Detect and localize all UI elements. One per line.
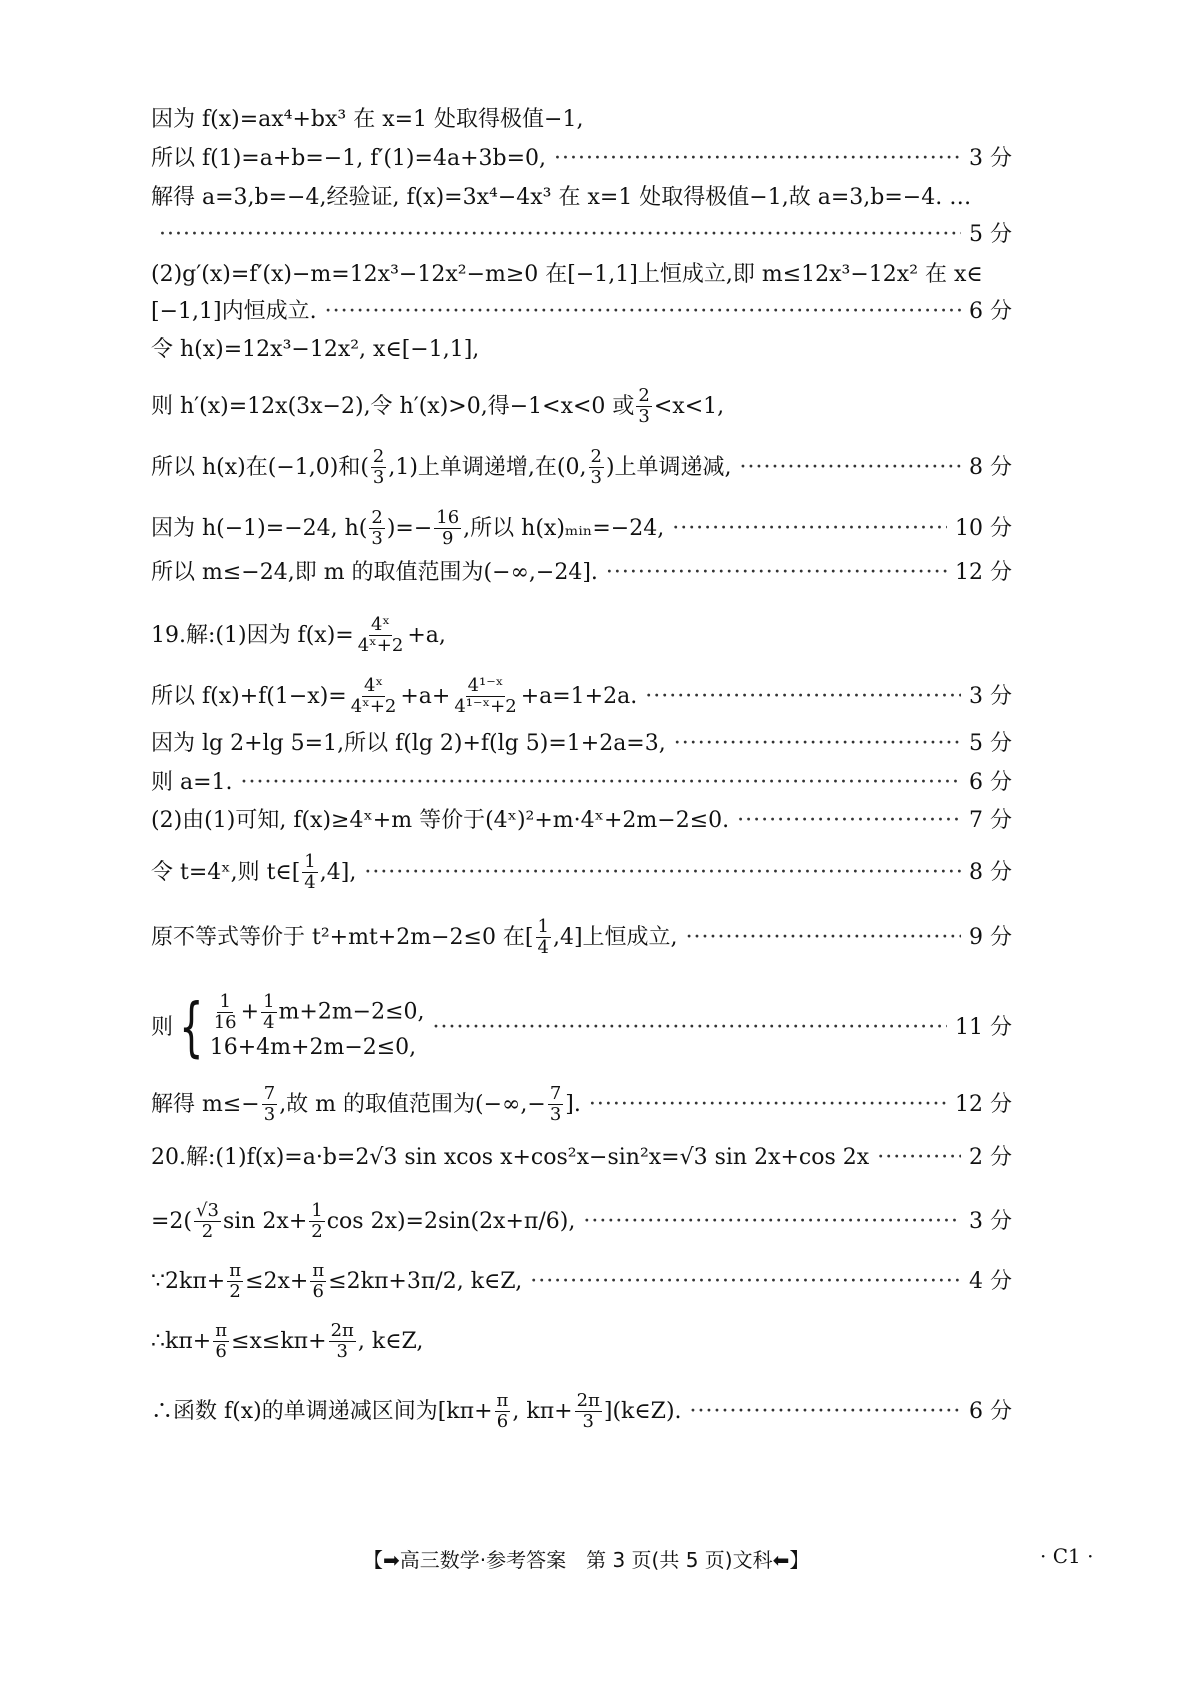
- fraction: [261, 992, 276, 1033]
- score-label: 10 分: [955, 515, 1012, 541]
- line-text: ≤x≤kπ+: [231, 1328, 327, 1354]
- fraction-denominator: 16: [213, 1012, 237, 1033]
- solution-line: [151, 852, 1012, 893]
- dot-leader: [672, 514, 947, 544]
- fraction-numerator: 1: [219, 991, 231, 1012]
- line-text: (2)由(1)可知, f(x)≥4ˣ+m 等价于(4ˣ)²+m·4ˣ+2m−2≤0.: [151, 808, 730, 833]
- solution-line: [151, 1261, 1012, 1302]
- fraction: [371, 447, 386, 488]
- line-text: ∴函数 f(x)的单调递减区间为[kπ+: [151, 1398, 493, 1424]
- line-text: 因为 lg 2+lg 5=1,所以 f(lg 2)+f(lg 5)=1+2a=3,: [151, 731, 666, 756]
- score-label: 12 分: [955, 1091, 1012, 1117]
- fraction-numerator: 1: [304, 851, 316, 872]
- fraction-numerator: 2π: [330, 1320, 354, 1341]
- fraction-denominator: 4ˣ+2: [350, 696, 397, 717]
- footer-code: · C1 ·: [1040, 1544, 1094, 1568]
- line-text: +a,: [407, 622, 446, 648]
- fraction: [310, 1261, 326, 1302]
- fraction-denominator: 9: [441, 528, 454, 549]
- line-text: ,4]上恒成立,: [552, 924, 678, 950]
- dot-leader: [530, 1267, 961, 1297]
- fraction-denominator: 6: [312, 1281, 324, 1302]
- line-text: 解得 m≤−: [151, 1091, 260, 1117]
- line-text: 则 a=1.: [151, 770, 233, 795]
- fraction-denominator: 3: [638, 406, 650, 427]
- fraction-denominator: 4: [304, 872, 316, 893]
- line-text: cos 2x)=2sin(2x+π/6),: [326, 1208, 576, 1234]
- solution-line: [151, 297, 1012, 327]
- dot-leader: [241, 768, 961, 798]
- solution-line: [151, 1391, 1012, 1432]
- score-label: 2 分: [969, 1145, 1012, 1170]
- line-text: 原不等式等价于 t²+mt+2m−2≤0 在[: [151, 924, 534, 950]
- score-label: 6 分: [969, 770, 1012, 795]
- fraction-numerator: 2: [638, 385, 650, 406]
- fraction-numerator: 4ˣ: [364, 675, 384, 696]
- dot-leader: [645, 682, 961, 712]
- line-text: =2(: [151, 1208, 193, 1234]
- fraction-numerator: 2: [590, 446, 602, 467]
- score-label: 8 分: [969, 454, 1012, 480]
- solution-line: [151, 335, 479, 365]
- system-row: 16+4m+2m−2≤0,: [209, 1035, 417, 1060]
- fraction-numerator: 4¹⁻ˣ: [467, 675, 504, 696]
- fraction-numerator: π: [496, 1390, 509, 1411]
- dot-leader: [877, 1143, 961, 1173]
- fraction: [329, 1321, 356, 1362]
- line-text: )上单调递减,: [605, 454, 732, 480]
- line-text: ,所以 h(x)ₘᵢₙ=−24,: [463, 515, 665, 541]
- fraction-denominator: 6: [496, 1411, 509, 1432]
- fraction: [548, 1084, 563, 1125]
- fraction-denominator: 2: [201, 1221, 214, 1242]
- solution-line: [151, 105, 583, 135]
- line-text: [−1,1]内恒成立.: [151, 299, 317, 324]
- line-text: ≤2kπ+3π/2, k∈Z,: [328, 1268, 523, 1294]
- fraction: [495, 1391, 511, 1432]
- score-label: 7 分: [969, 808, 1012, 833]
- fraction-denominator: 2: [311, 1221, 323, 1242]
- dot-leader: [583, 1207, 961, 1237]
- score-label: 6 分: [969, 299, 1012, 324]
- fraction-denominator: 4: [263, 1012, 275, 1033]
- inequality-system: [210, 992, 425, 1063]
- dot-leader: [686, 923, 961, 953]
- fraction-numerator: 2: [371, 507, 383, 528]
- fraction-denominator: 3: [590, 467, 602, 488]
- dot-leader: [674, 729, 961, 759]
- fraction: [536, 917, 551, 958]
- solution-line: [151, 615, 446, 656]
- line-text: ,1)上单调递增,在(0,: [388, 454, 587, 480]
- fraction: [302, 852, 317, 893]
- fraction: [369, 508, 384, 549]
- dot-leader: [554, 144, 961, 174]
- line-text: ≤2x+: [245, 1268, 309, 1294]
- line-text: +a+: [400, 683, 451, 709]
- fraction: [227, 1261, 243, 1302]
- line-text: )=−: [386, 515, 433, 541]
- line-text: 因为 f(x)=ax⁴+bx³ 在 x=1 处取得极值−1,: [151, 107, 584, 132]
- dot-leader: [737, 806, 961, 836]
- line-text: (2)g′(x)=f′(x)−m=12x³−12x²−m≥0 在[−1,1]上恒成立,即 m≤12x³−12x² 在 x∈: [151, 262, 983, 287]
- fraction-numerator: 1: [537, 916, 549, 937]
- solution-line: [151, 768, 1012, 798]
- score-label: 11 分: [955, 1014, 1012, 1040]
- dot-leader: [606, 558, 947, 588]
- line-text: 19.解:(1)因为 f(x)=: [151, 622, 354, 648]
- score-label: 5 分: [969, 222, 1012, 247]
- dot-leader: [690, 1397, 961, 1427]
- score-label: 3 分: [969, 683, 1012, 709]
- line-text: 则: [151, 1014, 174, 1040]
- solution-line: [151, 144, 1012, 174]
- score-label: 12 分: [955, 560, 1012, 585]
- dot-leader: [325, 297, 961, 327]
- line-text: , k∈Z,: [357, 1328, 424, 1354]
- fraction: [356, 615, 406, 656]
- solution-line: [151, 508, 1012, 549]
- line-text: <x<1,: [653, 393, 725, 419]
- fraction-numerator: 7: [263, 1083, 276, 1104]
- footer-title: 【➡高三数学·参考答案 第 3 页(共 5 页)文科⬅】: [363, 1548, 810, 1572]
- fraction: [212, 992, 239, 1033]
- brace-symbol: {: [179, 990, 204, 1065]
- line-text: ,故 m 的取值范围为(−∞,−: [279, 1091, 546, 1117]
- fraction-numerator: 1: [263, 991, 275, 1012]
- score-label: 5 分: [969, 731, 1012, 756]
- line-text: 所以 f(1)=a+b=−1, f′(1)=4a+3b=0,: [151, 146, 547, 171]
- solution-line: [151, 992, 1012, 1063]
- line-text: 则 h′(x)=12x(3x−2),令 h′(x)>0,得−1<x<0 或: [151, 393, 635, 419]
- fraction-denominator: 3: [372, 467, 385, 488]
- fraction: [309, 1201, 324, 1242]
- line-text: sin 2x+: [222, 1208, 308, 1234]
- line-text: m+2m−2≤0,: [278, 999, 425, 1025]
- solution-line: [151, 1321, 423, 1362]
- fraction-numerator: π: [229, 1260, 242, 1281]
- fraction: [434, 508, 461, 549]
- score-label: 3 分: [969, 1208, 1012, 1234]
- fraction-numerator: √3: [196, 1200, 219, 1221]
- score-label: 3 分: [969, 146, 1012, 171]
- fraction-denominator: 6: [215, 1341, 227, 1362]
- dot-leader: [740, 453, 961, 483]
- line-text: 解得 a=3,b=−4,经验证, f(x)=3x⁴−4x³ 在 x=1 处取得极值−1,故 a=3,b=−4. …: [151, 185, 972, 210]
- fraction: [349, 676, 399, 717]
- solution-line: [151, 386, 724, 427]
- fraction-numerator: 2π: [576, 1390, 600, 1411]
- line-text: 令 h(x)=12x³−12x², x∈[−1,1],: [151, 337, 480, 362]
- fraction-denominator: 3: [336, 1341, 348, 1362]
- fraction-numerator: 2: [372, 446, 385, 467]
- fraction-denominator: 4¹⁻ˣ+2: [454, 696, 517, 717]
- line-text: ].: [565, 1091, 581, 1117]
- fraction-denominator: 4: [537, 937, 549, 958]
- solution-line: [151, 676, 1012, 717]
- fraction-numerator: 7: [549, 1083, 562, 1104]
- solution-line: [151, 806, 1012, 836]
- fraction-numerator: 1: [311, 1200, 323, 1221]
- fraction-numerator: π: [312, 1260, 325, 1281]
- solution-line: [151, 1084, 1012, 1125]
- fraction-denominator: 3: [549, 1104, 562, 1125]
- fraction: [452, 676, 518, 717]
- system-row: [210, 992, 425, 1033]
- line-text: , kπ+: [512, 1398, 573, 1424]
- score-label: 8 分: [969, 859, 1012, 885]
- line-text: 因为 h(−1)=−24, h(: [151, 515, 368, 541]
- fraction: [194, 1201, 221, 1242]
- fraction-numerator: 4ˣ: [370, 614, 391, 635]
- solution-line: [151, 1143, 1012, 1173]
- fraction-denominator: 3: [582, 1411, 594, 1432]
- fraction-numerator: 16: [436, 507, 460, 528]
- fraction: [589, 447, 604, 488]
- line-text: ](k∈Z).: [603, 1398, 682, 1424]
- fraction-denominator: 4ˣ+2: [357, 635, 404, 656]
- fraction-denominator: 3: [263, 1104, 276, 1125]
- score-label: 9 分: [969, 924, 1012, 950]
- line-text: ∵2kπ+: [151, 1268, 226, 1294]
- solution-line: [151, 1201, 1012, 1242]
- fraction-numerator: π: [215, 1320, 228, 1341]
- dot-leader: [433, 1013, 947, 1043]
- line-text: 所以 f(x)+f(1−x)=: [151, 683, 347, 709]
- line-text: +a=1+2a.: [520, 683, 638, 709]
- dot-leader: [159, 220, 961, 250]
- solution-line: [151, 558, 1012, 588]
- solution-line: [151, 183, 971, 213]
- fraction: [636, 386, 651, 427]
- fraction-denominator: 3: [371, 528, 383, 549]
- line-text: ∴kπ+: [151, 1328, 212, 1354]
- dot-leader: [589, 1090, 947, 1120]
- dot-leader: [364, 858, 961, 888]
- solution-line: [151, 917, 1012, 958]
- score-label: 4 分: [969, 1268, 1012, 1294]
- fraction: [213, 1321, 229, 1362]
- fraction: [262, 1084, 277, 1125]
- line-text: 令 t=4ˣ,则 t∈[: [151, 859, 301, 885]
- line-text: 所以 m≤−24,即 m 的取值范围为(−∞,−24].: [151, 560, 598, 585]
- score-label: 6 分: [969, 1398, 1012, 1424]
- fraction-denominator: 2: [229, 1281, 241, 1302]
- line-text: +: [240, 999, 260, 1025]
- solution-line: [151, 729, 1012, 759]
- line-text: 20.解:(1)f(x)=a·b=2√3 sin xcos x+cos²x−sin²x=√3 sin 2x+cos 2x: [151, 1145, 870, 1170]
- line-text: ,4],: [319, 859, 357, 885]
- solution-line: [151, 220, 1012, 250]
- fraction: [575, 1391, 602, 1432]
- line-text: 所以 h(x)在(−1,0)和(: [151, 454, 369, 480]
- solution-line: [151, 260, 983, 290]
- solution-line: [151, 447, 1012, 488]
